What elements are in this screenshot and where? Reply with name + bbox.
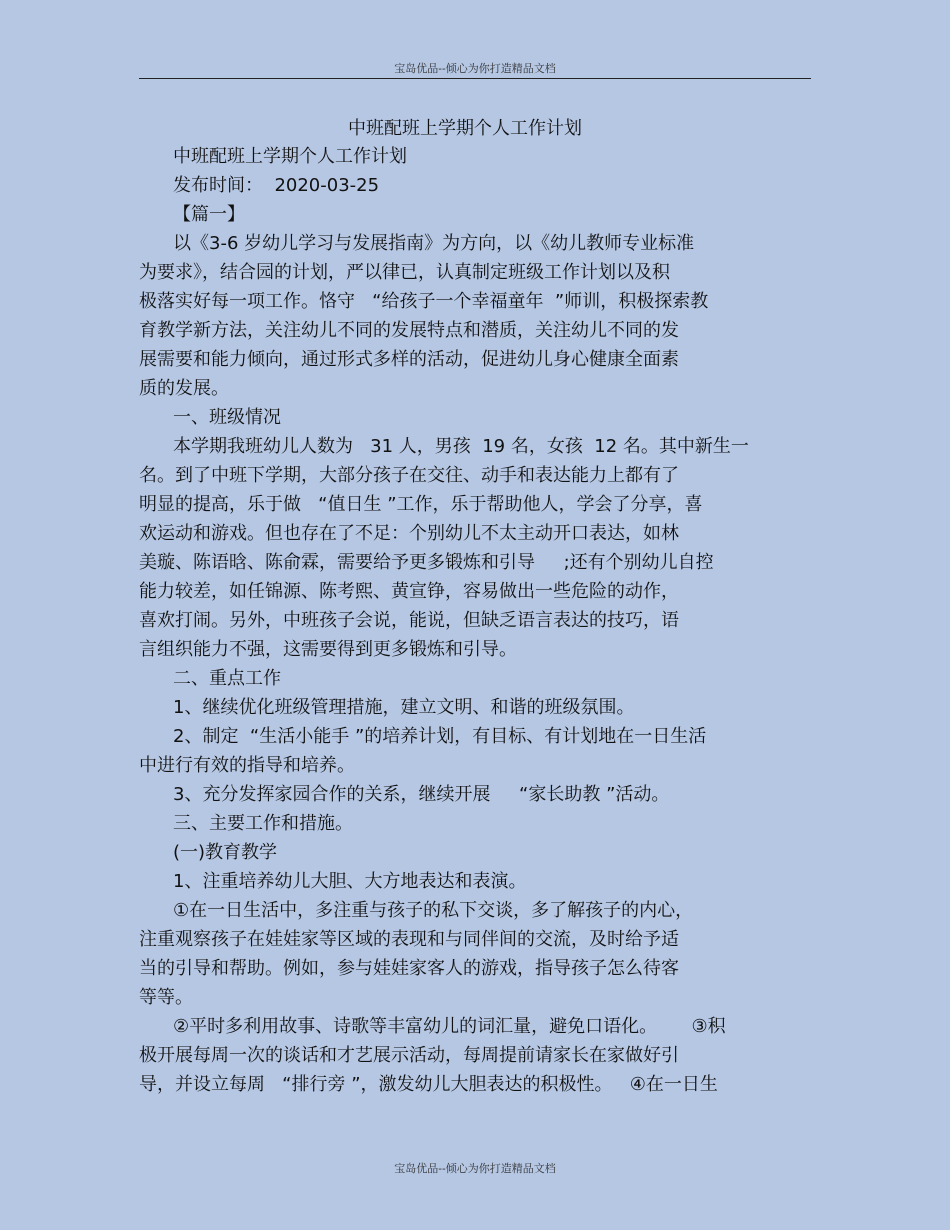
text-line: 明显的提高，乐于做 “值日生 ”工作，乐于帮助他人，学会了分享，喜 [139,494,703,515]
text-line: 欢运动和游戏。但也存在了不足：个别幼儿不太主动开口表达，如林 [139,523,679,544]
text-line: 【篇一】 [173,204,245,225]
text-line: 1、继续优化班级管理措施，建立文明、和谐的班级氛围。 [173,697,635,718]
text-line: 展需要和能力倾向，通过形式多样的活动，促进幼儿身心健康全面素 [139,349,679,370]
page-header: 宝岛优品--倾心为你打造精品文档 [394,62,556,75]
text-line: 一、班级情况 [173,407,281,428]
text-line: 本学期我班幼儿人数为 31 人，男孩 19 名，女孩 12 名。其中新生一 [173,436,749,457]
text-line: 中进行有效的指导和培养。 [139,755,355,776]
document-title: 中班配班上学期个人工作计划 [348,118,582,139]
text-line: 极开展每周一次的谈话和才艺展示活动，每周提前请家长在家做好引 [139,1045,679,1066]
text-line: 以《3-6 岁幼儿学习与发展指南》为方向，以《幼儿教师专业标准 [173,233,695,254]
text-line: 名。到了中班下学期，大部分孩子在交往、动手和表达能力上都有了 [139,465,679,486]
page-footer: 宝岛优品--倾心为你打造精品文档 [394,1162,556,1175]
text-line: 二、重点工作 [173,668,281,689]
text-line: 喜欢打闹。另外，中班孩子会说，能说，但缺乏语言表达的技巧，语 [139,610,679,631]
document-body [139,142,819,1099]
text-line: 1、注重培养幼儿大胆、大方地表达和表演。 [173,871,527,892]
text-line: 发布时间： 2020-03-25 [173,175,380,196]
text-line: 质的发展。 [139,378,229,399]
text-line: ①在一日生活中，多注重与孩子的私下交谈，多了解孩子的内心， [173,900,694,921]
text-line: 能力较差，如任锦源、陈考熙、黄宣铮，容易做出一些危险的动作， [139,581,679,602]
text-line: 等等。 [139,987,193,1008]
text-line: 极落实好每一项工作。恪守 “给孩子一个幸福童年 ”师训，积极探索教 [139,291,709,312]
text-line: 2、制定 “生活小能手 ”的培养计划，有目标、有计划地在一日生活 [173,726,707,747]
text-line: 为要求》，结合园的计划，严以律已，认真制定班级工作计划以及积 [139,262,670,283]
text-line: 三、主要工作和措施。 [173,813,353,834]
header-divider [139,78,811,79]
text-line: 美璇、陈语晗、陈俞霖，需要给予更多锻炼和引导 ;还有个别幼儿自控 [139,552,714,573]
text-line: 中班配班上学期个人工作计划 [173,146,407,167]
text-line: ②平时多利用故事、诗歌等丰富幼儿的词汇量，避免口语化。 ③积 [173,1016,726,1037]
text-line: 3、充分发挥家园合作的关系，继续开展 “家长助教 ”活动。 [173,784,670,805]
text-line: 言组织能力不强，这需要得到更多锻炼和引导。 [139,639,517,660]
text-line: 当的引导和帮助。例如，参与娃娃家客人的游戏，指导孩子怎么待客 [139,958,679,979]
text-line: 导，并设立每周 “排行旁 ”，激发幼儿大胆表达的积极性。 ④在一日生 [139,1074,718,1095]
text-line: 注重观察孩子在娃娃家等区域的表现和与同伴间的交流，及时给予适 [139,929,679,950]
text-line: (一)教育教学 [173,842,278,863]
text-line: 育教学新方法，关注幼儿不同的发展特点和潜质，关注幼儿不同的发 [139,320,679,341]
